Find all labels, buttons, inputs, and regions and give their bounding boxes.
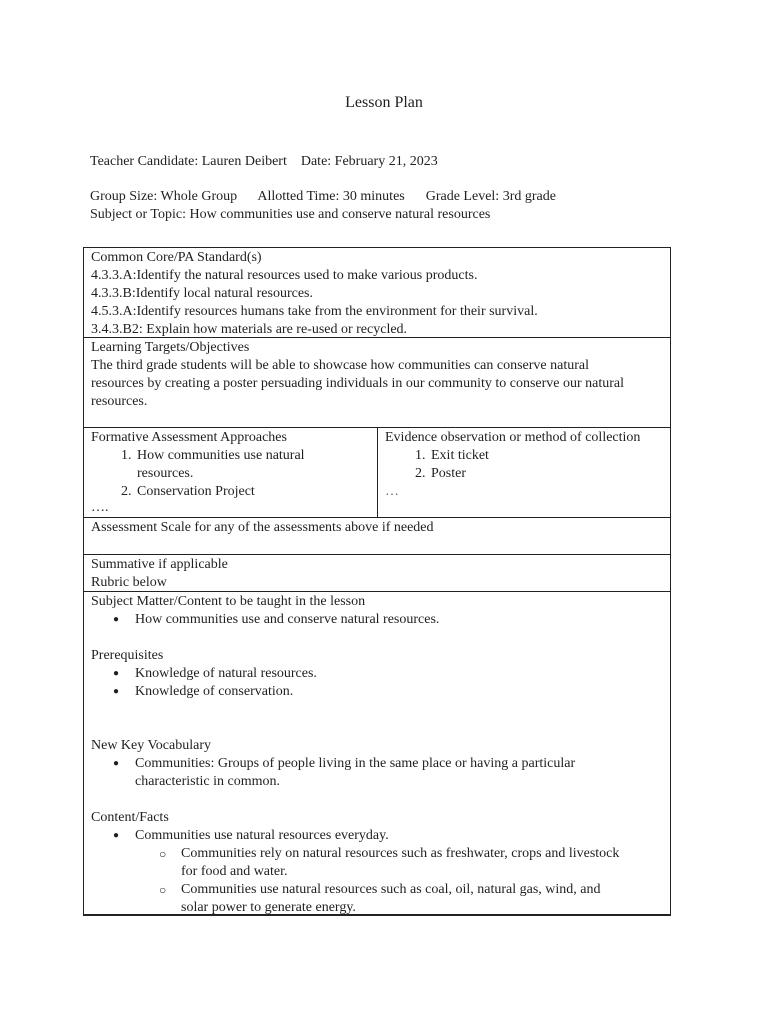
standards-heading: Common Core/PA Standard(s): [91, 250, 262, 265]
evidence-list: [385, 447, 663, 483]
list-item: ● Knowledge of conservation.: [135, 683, 663, 701]
evidence-ellipsis: …: [385, 484, 399, 499]
vocabulary-heading: New Key Vocabulary: [91, 738, 212, 753]
content-section: [83, 591, 671, 916]
learning-targets-section: [83, 337, 671, 428]
targets-text-line: resources.: [91, 394, 148, 409]
list-item: ● Communities use natural resources everyday. ○ Communities rely on natural resources such as freshwater, crops and livestock for food and water. ○ Communities use natural resources such as coal, oil, natural gas, wind, and solar power to generate energy.: [135, 827, 663, 917]
page-title: Lesson Plan: [345, 94, 423, 111]
subject-topic-line: Subject or Topic: How communities use and conserve natural resources: [90, 207, 491, 222]
content-facts-list: [91, 827, 663, 917]
assessment-scale-text: Assessment Scale for any of the assessments above if needed: [91, 520, 434, 535]
assessment-scale-section: [83, 517, 671, 555]
group-time-grade-line: Group Size: Whole Group Allotted Time: 30 minutes Grade Level: 3rd grade: [90, 189, 556, 204]
formative-list: [91, 447, 370, 501]
prerequisites-list: [91, 665, 663, 701]
list-item: 2. Poster: [429, 465, 663, 483]
summative-section: [83, 554, 671, 592]
standards-section: [83, 247, 671, 338]
standard-item: 3.4.3.B2: Explain how materials are re-used or recycled.: [91, 322, 408, 337]
assessment-row: [83, 427, 671, 518]
summative-text: Rubric below: [91, 575, 167, 590]
teacher-date-line: Teacher Candidate: Lauren Deibert Date: February 21, 2023: [90, 154, 438, 169]
targets-heading: Learning Targets/Objectives: [91, 340, 250, 355]
list-item: 1. Exit ticket: [429, 447, 663, 465]
subject-matter-list: [91, 611, 663, 629]
targets-text-line: resources by creating a poster persuading individuals in our community to conserve our natural: [91, 376, 625, 391]
list-item: ● Communities: Groups of people living in the same place or having a particular characteristic in common.: [135, 755, 663, 791]
content-facts-sublist: [135, 845, 663, 917]
list-item: 2. Conservation Project: [135, 483, 370, 501]
list-item: ○ Communities use natural resources such as coal, oil, natural gas, wind, and solar power to generate energy.: [181, 881, 663, 917]
list-item: ● Knowledge of natural resources.: [135, 665, 663, 683]
standard-item: 4.3.3.B:Identify local natural resources.: [91, 286, 313, 301]
formative-assessment-cell: [84, 428, 378, 517]
formative-heading: Formative Assessment Approaches: [91, 430, 287, 445]
summative-heading: Summative if applicable: [91, 557, 228, 572]
subject-matter-heading: Subject Matter/Content to be taught in the lesson: [91, 594, 366, 609]
standard-item: 4.3.3.A:Identify the natural resources used to make various products.: [91, 268, 478, 283]
prerequisites-heading: Prerequisites: [91, 648, 164, 663]
list-item: ○ Communities rely on natural resources such as freshwater, crops and livestock for food and water.: [181, 845, 663, 881]
list-item: 1. How communities use natural resources.: [135, 447, 370, 483]
vocabulary-list: [91, 755, 663, 791]
content-facts-heading: Content/Facts: [91, 810, 169, 825]
evidence-cell: [378, 428, 670, 517]
evidence-heading: Evidence observation or method of collection: [385, 430, 641, 445]
formative-ellipsis: ….: [91, 500, 109, 515]
standard-item: 4.5.3.A:Identify resources humans take from the environment for their survival.: [91, 304, 538, 319]
list-item: ● How communities use and conserve natural resources.: [135, 611, 663, 629]
targets-text-line: The third grade students will be able to showcase how communities can conserve natural: [91, 358, 590, 373]
